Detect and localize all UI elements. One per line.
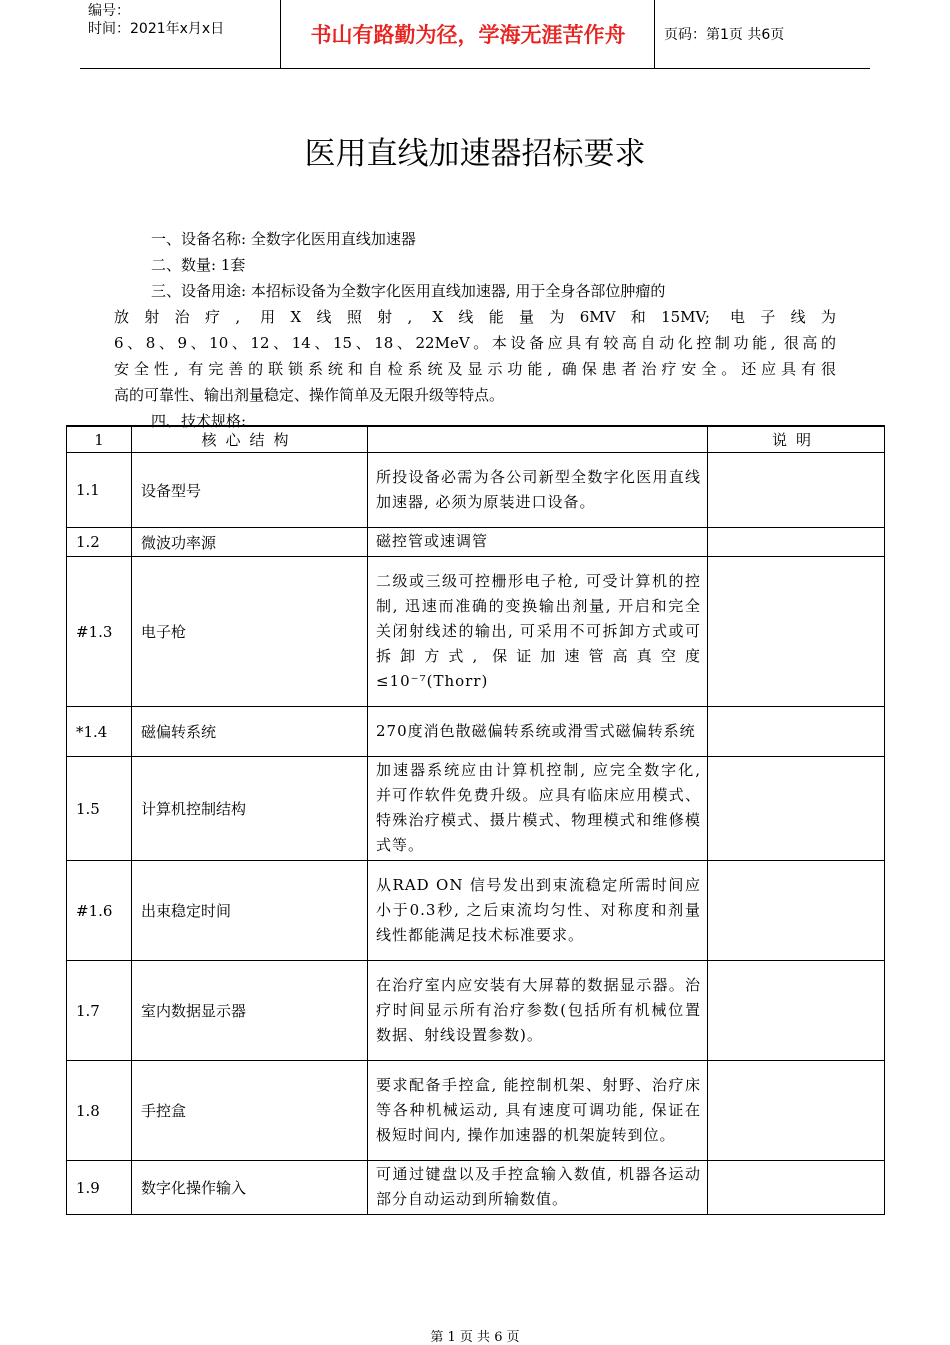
- row-desc: 270度消色散磁偏转系统或滑雪式磁偏转系统: [368, 707, 708, 757]
- table-row: [67, 557, 885, 707]
- row-num: 1.1: [67, 453, 132, 528]
- row-remark: [708, 1161, 885, 1215]
- row-num: 1.2: [67, 528, 132, 557]
- number-label: 编号：: [88, 3, 130, 19]
- section-purpose-line: 三、设备用途: 本招标设备为全数字化医用直线加速器, 用于全身各部位肿瘤的: [151, 282, 666, 300]
- row-desc: 在治疗室内应安装有大屏幕的数据显示器。治疗时间显示所有治疗参数(包括所有机械位置数据、射线设置参数)。: [368, 961, 708, 1061]
- row-desc: 磁控管或速调管: [368, 528, 708, 557]
- section-purpose-line: 放射治疗, 用X线照射, X线能量为6MV和15MV; 电子线为: [114, 308, 836, 326]
- row-name: 出束稳定时间: [132, 861, 368, 961]
- row-remark: [708, 707, 885, 757]
- row-num: 1.5: [67, 757, 132, 861]
- header-structure: 核心结构: [132, 426, 368, 453]
- header-motto: 书山有路勤为径，学海无涯苦作舟: [310, 23, 626, 47]
- section-purpose-line: 安全性, 有完善的联锁系统和自检系统及显示功能, 确保患者治疗安全。还应具有很: [114, 360, 836, 378]
- row-num: 1.8: [67, 1061, 132, 1161]
- table-row: [67, 1161, 885, 1215]
- section-purpose-line: 高的可靠性、输出剂量稳定、操作简单及无限升级等特点。: [114, 386, 505, 404]
- section-equipment-name: 一、设备名称: 全数字化医用直线加速器: [151, 230, 416, 248]
- row-desc: 要求配备手控盒, 能控制机架、射野、治疗床等各种机械运动, 具有速度可调功能, 保证在极短时间内, 操作加速器的机架旋转到位。: [368, 1061, 708, 1161]
- table-row: [67, 861, 885, 961]
- row-remark: [708, 757, 885, 861]
- section-quantity: 二、数量: 1套: [151, 256, 246, 274]
- row-num: #1.3: [67, 557, 132, 707]
- document-title: 医用直线加速器招标要求: [304, 136, 646, 172]
- row-desc: 可通过键盘以及手控盒输入数值, 机器各运动部分自动运动到所输数值。: [368, 1161, 708, 1215]
- row-name: 手控盒: [132, 1061, 368, 1161]
- header-meta: [88, 2, 284, 68]
- table-row: [67, 757, 885, 861]
- table-row: [67, 528, 885, 557]
- table-row: [67, 453, 885, 528]
- spec-table: [66, 425, 885, 1215]
- page-footer: 第 1 页 共 6 页: [430, 1330, 520, 1345]
- row-desc: 二级或三级可控栅形电子枪, 可受计算机的控制, 迅速而准确的变换输出剂量, 开启和完全关闭射线述的输出, 可采用不可拆卸方式或可拆卸方式, 保证加速管高真空度≤10⁻⁷(Thorr): [368, 557, 708, 707]
- row-remark: [708, 453, 885, 528]
- section-tech-spec: 四、技术规格:: [151, 412, 247, 430]
- row-desc: 所投设备必需为各公司新型全数字化医用直线加速器, 必须为原装进口设备。: [368, 453, 708, 528]
- row-remark: [708, 1061, 885, 1161]
- header-remark: 说明: [708, 426, 885, 453]
- row-name: 室内数据显示器: [132, 961, 368, 1061]
- row-num: #1.6: [67, 861, 132, 961]
- row-name: 设备型号: [132, 453, 368, 528]
- row-num: 1.7: [67, 961, 132, 1061]
- section-purpose-line: 6、8、9、10、12、14、15、18、22MeV。本设备应具有较高自动化控制功能, 很高的: [114, 334, 836, 352]
- row-remark: [708, 861, 885, 961]
- row-name: 数字化操作输入: [132, 1161, 368, 1215]
- table-row: [67, 707, 885, 757]
- time-label: 时间：2021年x月x日: [88, 21, 225, 37]
- header-requirement: [368, 426, 708, 453]
- page-header: [80, 0, 870, 69]
- row-name: 微波功率源: [132, 528, 368, 557]
- row-desc: 加速器系统应由计算机控制, 应完全数字化, 并可作软件免费升级。应具有临床应用模式、特殊治疗模式、摄片模式、物理模式和维修模式等。: [368, 757, 708, 861]
- table-row: [67, 961, 885, 1061]
- header-page-label: 页码：第1页 共6页: [664, 27, 785, 43]
- row-remark: [708, 528, 885, 557]
- row-name: 磁偏转系统: [132, 707, 368, 757]
- row-name: 电子枪: [132, 557, 368, 707]
- row-name: 计算机控制结构: [132, 757, 368, 861]
- table-header-row: [67, 426, 885, 453]
- section-list: [114, 226, 836, 434]
- row-num: *1.4: [67, 707, 132, 757]
- table-row: [67, 1061, 885, 1161]
- row-num: 1.9: [67, 1161, 132, 1215]
- row-remark: [708, 961, 885, 1061]
- header-divider: [280, 0, 281, 68]
- row-desc: 从RAD ON 信号发出到束流稳定所需时间应小于0.3秒, 之后束流均匀性、对称度和剂量线性都能满足技术标准要求。: [368, 861, 708, 961]
- header-num: 1: [67, 426, 132, 453]
- row-remark: [708, 557, 885, 707]
- header-divider: [654, 0, 655, 68]
